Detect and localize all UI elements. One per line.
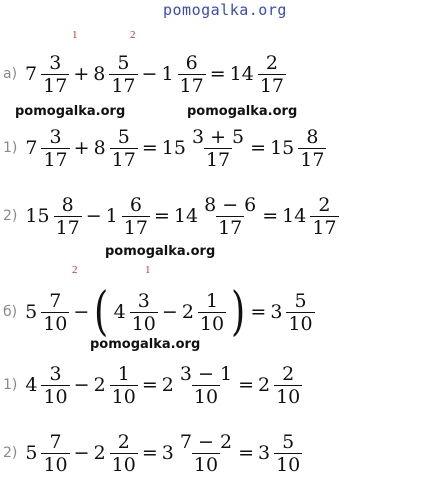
denominator: 17	[43, 148, 68, 171]
denominator: 10	[276, 385, 301, 408]
step-a-1	[3, 118, 328, 178]
equals: =	[153, 205, 170, 227]
whole: 4	[25, 374, 38, 396]
step-a-2	[3, 186, 341, 246]
numerator: 5	[294, 289, 307, 312]
fraction	[198, 290, 226, 335]
numerator: 5	[282, 430, 295, 453]
denominator: 10	[288, 312, 313, 335]
denominator: 17	[300, 148, 325, 171]
fraction	[130, 290, 158, 335]
fraction	[178, 363, 234, 408]
operator: −	[141, 63, 158, 85]
fraction	[41, 126, 69, 171]
order-mark-2: 2	[130, 29, 136, 41]
numerator: 5	[117, 125, 130, 148]
fraction	[54, 194, 82, 239]
denominator: 17	[123, 216, 148, 239]
label-b: б)	[3, 304, 18, 320]
denominator: 10	[193, 385, 219, 408]
step-b-2	[3, 423, 304, 483]
numerator: 7 − 2	[179, 430, 233, 453]
watermark[interactable]: pomogalka.org	[15, 104, 126, 119]
numerator: 3	[49, 51, 62, 74]
whole: 5	[25, 301, 38, 323]
operator: +	[73, 137, 90, 159]
fraction	[41, 431, 69, 476]
equals: =	[141, 442, 158, 464]
denominator: 10	[43, 385, 68, 408]
whole: 3	[161, 442, 174, 464]
watermark-top[interactable]: pomogalka.org	[163, 1, 287, 19]
whole: 2	[93, 442, 106, 464]
whole: 2	[257, 374, 271, 396]
numerator: 6	[185, 51, 198, 74]
step-label: 2)	[3, 208, 18, 224]
step-label: 1)	[3, 140, 18, 156]
denominator: 17	[43, 74, 68, 97]
denominator: 17	[312, 216, 337, 239]
fraction	[178, 431, 234, 476]
equals: =	[238, 374, 254, 396]
whole: 15	[270, 137, 295, 159]
denominator: 10	[193, 453, 219, 476]
fraction	[110, 363, 138, 408]
watermark[interactable]: pomogalka.org	[187, 104, 298, 119]
fraction	[110, 431, 138, 476]
fraction	[41, 363, 69, 408]
numerator: 8	[306, 125, 319, 148]
fraction	[122, 194, 150, 239]
denominator: 10	[111, 453, 136, 476]
fraction	[258, 52, 286, 97]
whole: 15	[25, 205, 50, 227]
equals: =	[238, 442, 254, 464]
fraction	[41, 290, 69, 335]
numerator: 3	[137, 289, 150, 312]
right-paren: )	[231, 282, 246, 342]
numerator: 3 + 5	[191, 125, 245, 148]
operator: −	[161, 301, 178, 323]
numerator: 2	[282, 362, 295, 385]
whole: 5	[25, 442, 38, 464]
fraction	[202, 194, 258, 239]
denominator: 17	[55, 216, 80, 239]
whole: 7	[25, 137, 38, 159]
fraction	[178, 52, 206, 97]
whole: 1	[105, 205, 118, 227]
whole: 14	[282, 205, 307, 227]
numerator: 2	[265, 51, 278, 74]
operator: +	[73, 63, 90, 85]
expression-b	[3, 282, 317, 342]
numerator: 7	[49, 289, 62, 312]
denominator: 17	[218, 216, 243, 239]
whole: 14	[229, 63, 254, 85]
whole: 3	[270, 301, 283, 323]
watermark[interactable]: pomogalka.org	[90, 337, 201, 352]
numerator: 8 − 6	[204, 193, 257, 216]
operator: −	[73, 301, 90, 323]
denominator: 10	[199, 312, 225, 335]
denominator: 17	[111, 74, 136, 97]
numerator: 2	[117, 430, 130, 453]
watermark[interactable]: pomogalka.org	[105, 244, 216, 259]
numerator: 6	[129, 193, 142, 216]
numerator: 3	[49, 125, 62, 148]
equals: =	[262, 205, 279, 227]
numerator: 1	[205, 289, 219, 312]
operator: −	[73, 442, 90, 464]
order-mark-1: 1	[72, 29, 78, 41]
denominator: 17	[111, 148, 136, 171]
fraction	[298, 126, 326, 171]
fraction	[41, 52, 69, 97]
numerator: 8	[61, 193, 74, 216]
fraction	[274, 363, 302, 408]
fraction	[310, 194, 338, 239]
left-paren: (	[94, 282, 109, 342]
denominator: 17	[259, 74, 285, 97]
whole: 4	[113, 301, 126, 323]
denominator: 10	[111, 385, 136, 408]
numerator: 5	[117, 51, 130, 74]
numerator: 7	[49, 430, 62, 453]
equals: =	[250, 301, 267, 323]
equals: =	[209, 63, 226, 85]
whole: 8	[93, 63, 106, 85]
equals: =	[250, 137, 267, 159]
numerator: 3 − 1	[179, 362, 233, 385]
denominator: 10	[276, 453, 301, 476]
denominator: 10	[131, 312, 156, 335]
whole: 2	[161, 374, 174, 396]
denominator: 10	[43, 312, 68, 335]
whole: 15	[161, 137, 186, 159]
operator: −	[73, 374, 90, 396]
whole: 14	[173, 205, 199, 227]
whole: 2	[181, 301, 194, 323]
fraction	[286, 290, 314, 335]
equals: =	[141, 374, 158, 396]
order-mark-2: 1	[145, 264, 151, 276]
step-b-1	[3, 355, 304, 415]
whole: 2	[93, 374, 106, 396]
fraction	[190, 126, 246, 171]
numerator: 1	[117, 362, 130, 385]
equals: =	[141, 137, 158, 159]
numerator: 3	[49, 362, 62, 385]
order-mark-1: 2	[72, 264, 78, 276]
whole: 7	[25, 63, 38, 85]
operator: −	[85, 205, 102, 227]
denominator: 17	[205, 148, 231, 171]
step-label: 2)	[3, 445, 18, 461]
numerator: 2	[318, 193, 331, 216]
fraction	[109, 52, 137, 97]
whole: 8	[93, 137, 106, 159]
label-a: а)	[3, 66, 18, 82]
fraction	[274, 431, 302, 476]
expression-a	[3, 44, 288, 104]
whole: 3	[257, 442, 271, 464]
fraction	[110, 126, 138, 171]
step-label: 1)	[3, 377, 18, 393]
denominator: 17	[179, 74, 204, 97]
whole: 1	[161, 63, 174, 85]
denominator: 10	[43, 453, 68, 476]
